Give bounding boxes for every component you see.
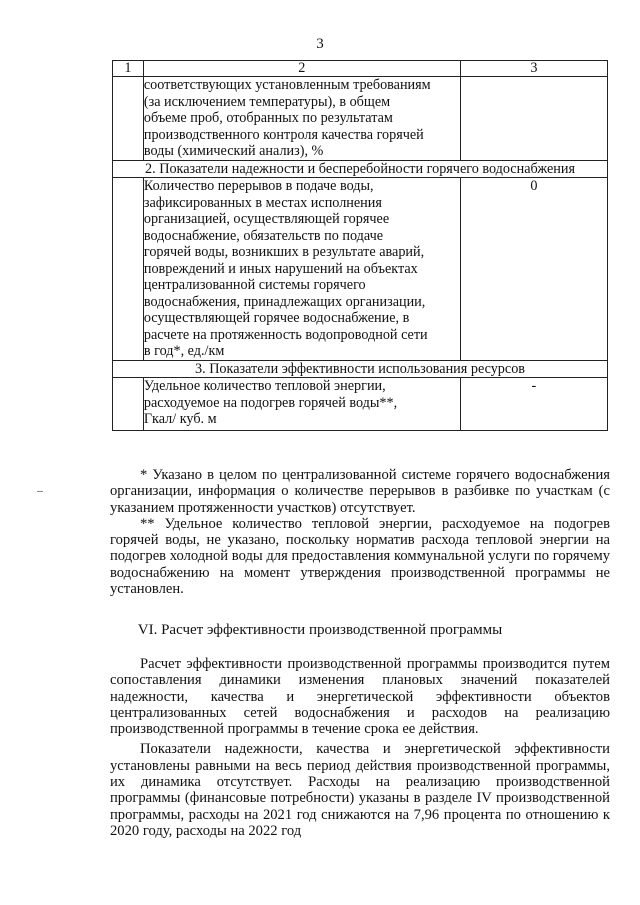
section-title-efficiency: 3. Показатели эффективности использования ресурсов: [113, 360, 608, 378]
section-title-reliability: 2. Показатели надежности и бесперебойности горячего водоснабжения: [113, 160, 608, 178]
header-col-2: 2: [143, 61, 460, 77]
row-number-cell: [113, 378, 144, 431]
indicator-name-cell: Количество перерывов в подаче воды, зафиксированных в местах исполнения организацией, осуществляющей горячее водоснабжение, обязательств по подаче горячей воды, возникших в результате аварий, повреждений и иных нарушений на объектах централизованной системы горячего водоснабжения, принадлежащих организации, осуществляющей горячее водоснабжение, в расчете на протяженность водопроводной сети в год*, ед./км: [143, 178, 460, 361]
section-heading: VI. Расчет эффективности производственной программы: [137, 622, 503, 638]
table-section-row: [113, 360, 608, 378]
section-body: [110, 656, 610, 839]
page-number: 3: [316, 36, 324, 52]
indicator-value-cell: -: [460, 378, 607, 431]
footnote-1: * Указано в целом по централизованной системе горячего водоснабжения организации, информация о количестве перерывов в разбивке по участкам (с указанием протяженности участков) отсутствует.: [110, 467, 610, 516]
table-section-row: [113, 160, 608, 178]
table-row: [113, 178, 608, 361]
indicator-name-cell: Удельное количество тепловой энергии, расходуемое на подогрев горячей воды**, Гкал/ куб. м: [143, 378, 460, 431]
margin-mark: [37, 491, 43, 492]
paragraph-2: Показатели надежности, качества и энергетической эффективности установлены равными на весь период действия производственной программы, их динамика отсутствует. Расходы на реализацию производственной программы (финансовые потребности) указаны в разделе IV производственной программы, расходы на 2021 год снижаются на 7,96 процента по отношению к 2020 году, расходы на 2022 год: [110, 741, 610, 839]
indicator-value-cell: [460, 77, 607, 161]
indicators-table: [112, 60, 608, 431]
footnotes: [110, 467, 610, 597]
footnote-2: ** Удельное количество тепловой энергии, расходуемое на подогрев горячей воды, не указано, поскольку норматив расхода тепловой энергии на подогрев холодной воды для предоставления коммунальной услуги по горячему водоснабжению на момент утверждения производственной программы не установлен.: [110, 515, 610, 598]
table-row: [113, 378, 608, 431]
indicator-value-cell: 0: [460, 178, 607, 361]
header-col-3: 3: [460, 61, 607, 77]
header-col-1: 1: [113, 61, 144, 77]
indicator-name-cell: соответствующих установленным требованиям (за исключением температуры), в общем объеме проб, отобранных по результатам производственного контроля качества горячей воды (химический анализ), %: [143, 77, 460, 161]
paragraph-1: Расчет эффективности производственной программы производится путем сопоставления динамики изменения плановых значений показателей надежности, качества и энергетической эффективности объектов централизованных сетей водоснабжения и расходов на реализацию производственной программы в течение срока ее действия.: [110, 656, 610, 738]
row-number-cell: [113, 77, 144, 161]
row-number-cell: [113, 178, 144, 361]
table-row: [113, 77, 608, 161]
table-header-row: [113, 61, 608, 77]
